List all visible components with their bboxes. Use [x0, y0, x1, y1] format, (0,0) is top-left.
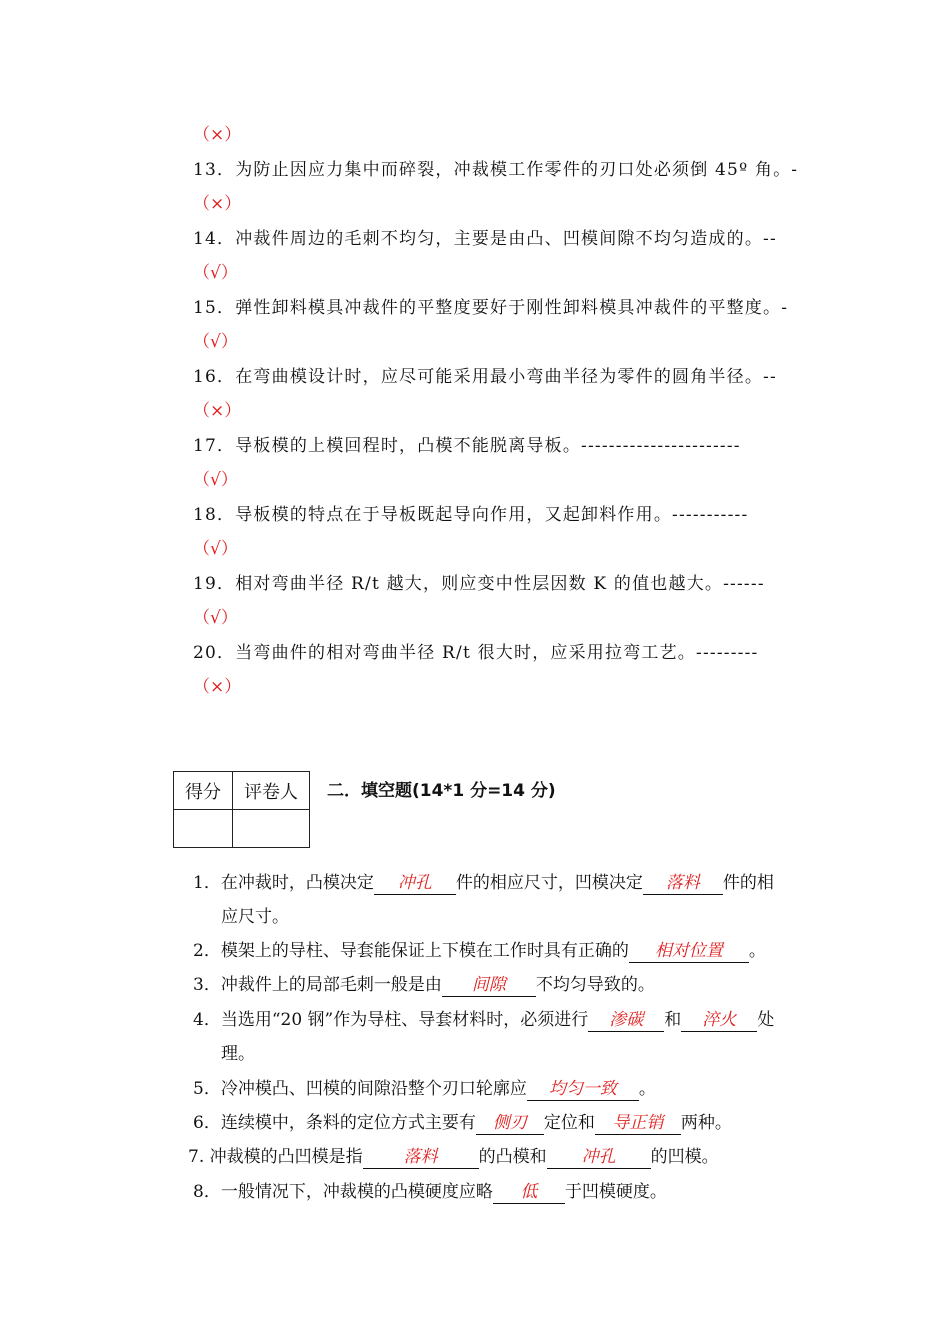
- answer-mark: （×）: [193, 401, 242, 421]
- fill-question-4: 4．当选用“20 钢”作为导柱、导套材料时，必须进行 渗碳 和 淬火 处: [193, 1010, 775, 1030]
- question-16: 16．在弯曲模设计时，应尽可能采用最小弯曲半径为零件的圆角半径。--: [193, 367, 777, 387]
- answer-blank: 侧刃: [476, 1112, 544, 1135]
- question-14: 14．冲裁件周边的毛刺不均匀，主要是由凸、凹模间隙不均匀造成的。--: [193, 229, 777, 249]
- answer-mark: （√）: [193, 470, 238, 490]
- grader-header: 评卷人: [233, 772, 310, 810]
- fill-question-7: 7. 冲裁模的凸凹模是指 落料 的凸模和 冲孔 的凹模。: [188, 1147, 719, 1167]
- answer-mark: （×）: [193, 677, 242, 697]
- answer-mark: （√）: [193, 608, 238, 628]
- question-18: 18．导板模的特点在于导板既起导向作用，又起卸料作用。-----------: [193, 505, 749, 525]
- answer-blank: 均匀一致: [527, 1078, 639, 1101]
- question-15: 15．弹性卸料模具冲裁件的平整度要好于刚性卸料模具冲裁件的平整度。-: [193, 298, 789, 318]
- score-header: 得分: [174, 772, 233, 810]
- question-19: 19．相对弯曲半径 R/t 越大，则应变中性层因数 K 的值也越大。------: [193, 574, 765, 594]
- answer-blank: 相对位置: [629, 940, 749, 963]
- answer-mark: （×）: [193, 125, 242, 145]
- answer-mark: （√）: [193, 332, 238, 352]
- answer-mark: （√）: [193, 539, 238, 559]
- question-13: 13．为防止因应力集中而碎裂，冲裁模工作零件的刃口处必须倒 45º 角。-: [193, 160, 799, 180]
- fill-question-6: 6．连续模中，条料的定位方式主要有 侧刃 定位和 导正销 两种。: [193, 1113, 732, 1133]
- answer-blank: 冲孔: [374, 872, 456, 895]
- answer-blank: 落料: [363, 1146, 479, 1169]
- fill-question-3: 3．冲裁件上的局部毛刺一般是由 间隙 不均匀导致的。: [193, 975, 655, 995]
- answer-blank: 落料: [643, 872, 723, 895]
- answer-blank: 低: [493, 1181, 565, 1204]
- fill-question-1: 1．在冲裁时，凸模决定 冲孔 件的相应尺寸，凹模决定 落料 件的相: [193, 873, 774, 893]
- answer-blank: 渗碳: [588, 1009, 664, 1032]
- score-table: [173, 771, 310, 848]
- answer-blank: 间隙: [442, 974, 536, 997]
- fill-question-4-cont: 理。: [221, 1044, 255, 1064]
- answer-blank: 冲孔: [547, 1146, 651, 1169]
- fill-question-2: 2．模架上的导柱、导套能保证上下模在工作时具有正确的 相对位置 。: [193, 941, 766, 961]
- answer-mark: （×）: [193, 194, 242, 214]
- section-title: 二．填空题(14*1 分=14 分): [327, 781, 556, 801]
- grader-cell[interactable]: [233, 810, 310, 848]
- answer-blank: 导正销: [595, 1112, 681, 1135]
- question-20: 20．当弯曲件的相对弯曲半径 R/t 很大时，应采用拉弯工艺。---------: [193, 643, 759, 663]
- answer-blank: 淬火: [681, 1009, 757, 1032]
- fill-question-8: 8．一般情况下，冲裁模的凸模硬度应略 低 于凹模硬度。: [193, 1182, 667, 1202]
- fill-question-1-cont: 应尺寸。: [221, 907, 289, 927]
- score-cell[interactable]: [174, 810, 233, 848]
- answer-mark: （√）: [193, 263, 238, 283]
- fill-question-5: 5．冷冲模凸、凹模的间隙沿整个刃口轮廓应 均匀一致 。: [193, 1079, 656, 1099]
- question-17: 17．导板模的上模回程时，凸模不能脱离导板。-----------------------: [193, 436, 741, 456]
